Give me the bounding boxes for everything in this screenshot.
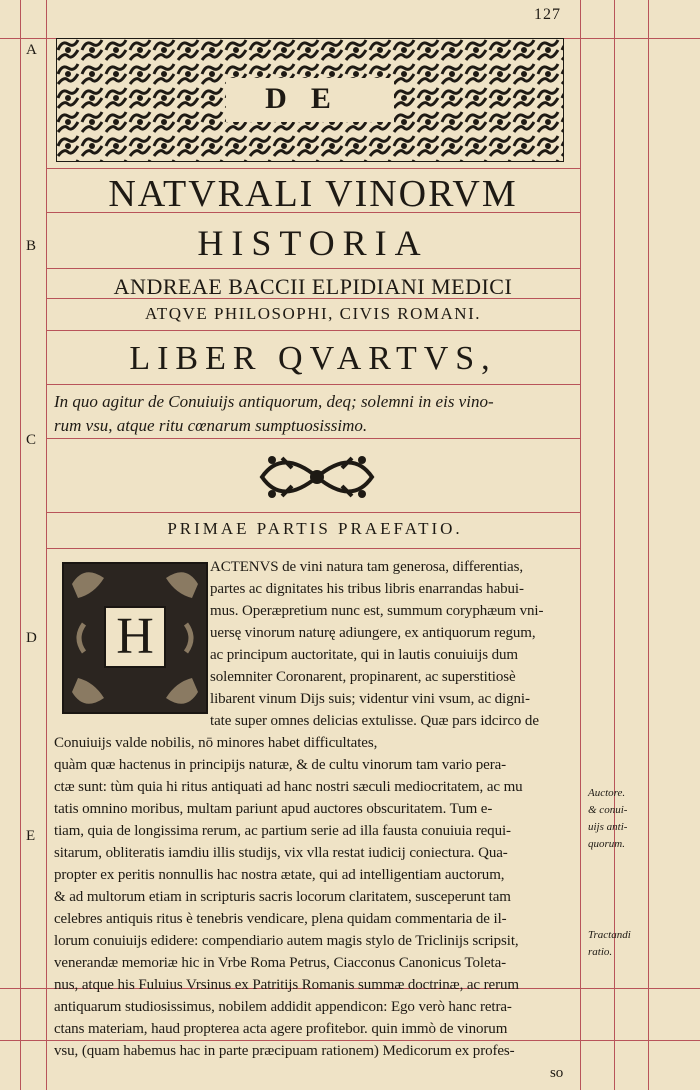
body-line: ctans materiam, haud propterea acta agere profitebor. quin immò de vinorum	[54, 1021, 508, 1037]
body-line: libarent vinum Dijs suis; videntur vini vsum, ac digni-	[210, 691, 530, 707]
header-word: DE	[265, 82, 355, 115]
page-number: 127	[534, 6, 561, 23]
body-line: partes ac dignitates his tribus libris enarrandas habui-	[210, 581, 524, 597]
body-line: ACTENVS de vini natura tam generosa, differentias,	[210, 559, 523, 575]
subtitle-line-1: In quo agitur de Conuiuijs antiquorum, deq; solemni in eis vino-	[54, 392, 494, 411]
body-line: ac principum auctoritate, qui in lautis conuiuijs dum	[210, 647, 518, 663]
body-line: tiam, quia de longissima rerum, ac partium serie ad illa fausta conuiuia requi-	[54, 823, 511, 839]
drop-cap-letter: H	[104, 606, 166, 668]
subtitle-line-2: rum vsu, atque ritu cœnarum sumptuosissimo.	[54, 416, 368, 435]
margin-letter-d: D	[26, 630, 37, 646]
part-title: PRIMAE PARTIS PRAEFATIO.	[167, 519, 463, 538]
body-line: lorum conuiuijs edidere: compendiario autem magis stylo de Triclinijs scripsit,	[54, 933, 519, 949]
body-line: sitarum, obliteratis iamdiu illis studijs, vix vlla restat iudicij coniectura. Qua-	[54, 845, 508, 861]
margin-note-6: ratio.	[588, 946, 613, 958]
margin-note-5: Tractandi	[588, 929, 631, 941]
body-line: ctæ sunt: tùm quia hi ritus antiquati ad hanc nostri sæculi mediocritatem, ac mu	[54, 779, 523, 795]
body-line: propter ex peritis nonnullis hac nostra ætate, qui ad intelligentiam auctorum,	[54, 867, 505, 883]
fleuron-ornament	[252, 448, 382, 506]
body-line: nus, atque his Fuluius Vrsinus ex Patritijs Romanis summæ doctrinæ, ac rerum	[54, 977, 519, 993]
title-line-3: ANDREAE BACCII ELPIDIANI MEDICI	[113, 274, 513, 299]
margin-letter-b: B	[26, 238, 37, 254]
margin-note-4: quorum.	[588, 838, 625, 850]
title-line-1: NATVRALI VINORVM	[108, 173, 518, 215]
body-line: uersę vinorum naturę adiungere, ex antiquorum regum,	[210, 625, 536, 641]
body-line: tatis omnino moribus, multam pariunt apud auctores obscuritatem. Tum e-	[54, 801, 493, 817]
body-line: celebres antiquis ritus è tenebris vendicare, plena quidam commentaria de il-	[54, 911, 507, 927]
body-line: venerandæ memoriæ hic in Vrbe Roma Petrus, Ciacconus Canonicus Toleta-	[54, 955, 507, 971]
body-line: tate super omnes delicias extulisse. Quæ pars idcirco de	[210, 713, 539, 729]
body-line: mus. Operæpretium nunc est, summum coryphæum vni-	[210, 603, 544, 619]
book-subtitle	[54, 390, 578, 438]
body-line: & ad multorum etiam in scripturis sacris locorum claritatem, susceperunt tam	[54, 889, 511, 905]
margin-letter-e: E	[26, 828, 36, 844]
margin-letter-a: A	[26, 42, 37, 58]
body-line: solemniter Coronarent, propinarent, ac superstitiosè	[210, 669, 516, 685]
margin-note-1: Auctore.	[588, 787, 626, 799]
title-line-2: HISTORIA	[197, 223, 429, 263]
body-line: Conuiuijs valde nobilis, nō minores habet difficultates,	[54, 735, 378, 751]
margin-letter-c: C	[26, 432, 37, 448]
body-line: quàm quæ hactenus in principijs naturæ, & de cultu vinorum tam vario pera-	[54, 757, 507, 773]
body-line: so	[550, 1065, 564, 1081]
title-line-5: LIBER QVARTVS,	[129, 340, 497, 377]
title-line-4: ATQVE PHILOSOPHI, CIVIS ROMANI.	[145, 304, 481, 323]
body-line: antiquarum studiosissimus, nobilem addidit appendicon: Ego verò hanc retra-	[54, 999, 512, 1015]
margin-note-3: uijs anti-	[588, 821, 628, 833]
margin-note-2: & conui-	[588, 804, 628, 816]
body-line: vsu, (quam habemus hac in parte præcipuam rationem) Medicorum ex profes-	[54, 1043, 515, 1059]
